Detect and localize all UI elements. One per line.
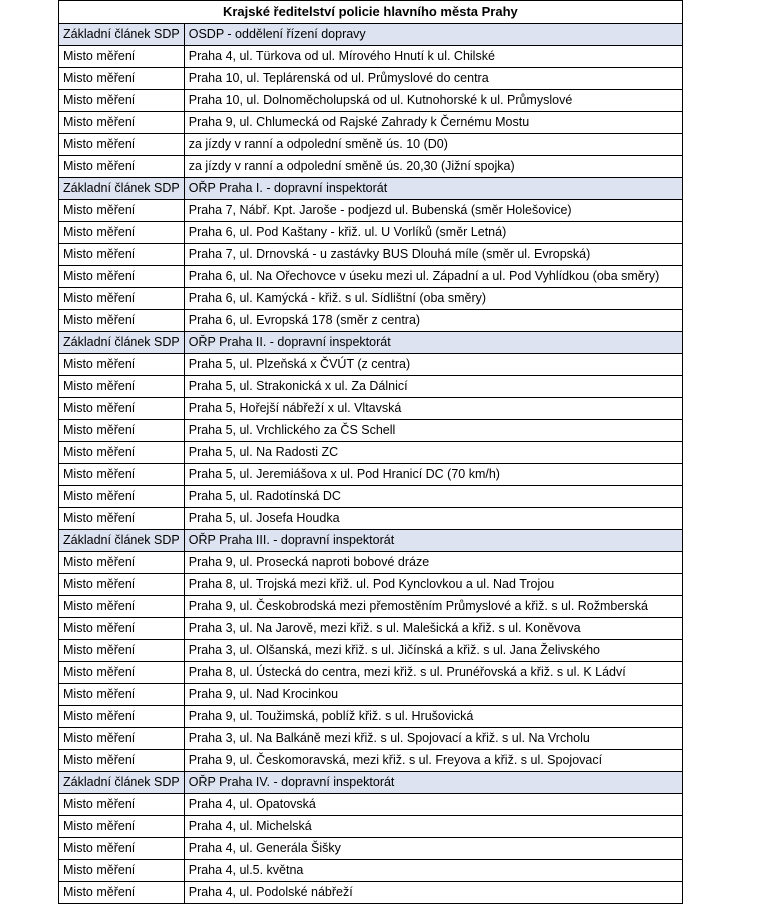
table-row [59,882,683,904]
title-row [59,1,683,24]
site-location-cell: Praha 4, ul. Podolské nábřeží [184,882,682,904]
site-location-cell: Praha 5, ul. Plzeňská x ČVÚT (z centra) [184,354,682,376]
site-type-cell: Misto měření [59,486,185,508]
site-type-cell: Misto měření [59,618,185,640]
site-type-cell: Misto měření [59,354,185,376]
site-location-cell: Praha 7, Nábř. Kpt. Jaroše - podjezd ul. Bubenská (směr Holešovice) [184,200,682,222]
table-row [59,618,683,640]
site-type-cell: Misto měření [59,376,185,398]
site-type-cell: Misto měření [59,574,185,596]
site-location-cell: Praha 7, ul. Drnovská - u zastávky BUS Dlouhá míle (směr ul. Evropská) [184,244,682,266]
table-row [59,244,683,266]
section-unit-cell: OŘP Praha III. - dopravní inspektorát [184,530,682,552]
site-type-cell: Misto měření [59,750,185,772]
site-location-cell: Praha 6, ul. Kamýcká - křiž. s ul. Sídlištní (oba směry) [184,288,682,310]
table-row [59,266,683,288]
site-type-cell: Misto měření [59,200,185,222]
table-row [59,684,683,706]
site-type-cell: Misto měření [59,882,185,904]
site-location-cell: Praha 6, ul. Evropská 178 (směr z centra) [184,310,682,332]
site-location-cell: za jízdy v ranní a odpolední směně ús. 20,30 (Jižní spojka) [184,156,682,178]
site-type-cell: Misto měření [59,134,185,156]
section-header-row [59,530,683,552]
table-row [59,552,683,574]
table-row [59,838,683,860]
site-type-cell: Misto měření [59,816,185,838]
table-row [59,200,683,222]
site-type-cell: Misto měření [59,728,185,750]
table-row [59,464,683,486]
site-type-cell: Misto měření [59,46,185,68]
table-row [59,860,683,882]
table-row [59,398,683,420]
site-location-cell: Praha 6, ul. Na Ořechovce v úseku mezi ul. Západní a ul. Pod Vyhlídkou (oba směry) [184,266,682,288]
site-type-cell: Misto měření [59,310,185,332]
site-location-cell: Praha 10, ul. Teplárenská od ul. Průmyslové do centra [184,68,682,90]
section-header-row [59,24,683,46]
site-type-cell: Misto měření [59,838,185,860]
section-label-cell: Základní článek SDP [59,178,185,200]
site-type-cell: Misto měření [59,794,185,816]
table-row [59,442,683,464]
section-header-row [59,332,683,354]
site-location-cell: Praha 3, ul. Na Jarově, mezi křiž. s ul. Malešická a křiž. s ul. Koněvova [184,618,682,640]
section-label-cell: Základní článek SDP [59,332,185,354]
section-header-row [59,178,683,200]
site-location-cell: Praha 9, ul. Nad Krocinkou [184,684,682,706]
site-location-cell: Praha 4, ul. Opatovská [184,794,682,816]
table-row [59,420,683,442]
table-row [59,728,683,750]
site-type-cell: Misto měření [59,112,185,134]
table-row [59,486,683,508]
site-location-cell: Praha 5, ul. Vrchlického za ČS Schell [184,420,682,442]
section-unit-cell: OŘP Praha II. - dopravní inspektorát [184,332,682,354]
site-location-cell: Praha 4, ul. Generála Šišky [184,838,682,860]
section-unit-cell: OŘP Praha IV. - dopravní inspektorát [184,772,682,794]
table-row [59,750,683,772]
site-location-cell: Praha 9, ul. Chlumecká od Rajské Zahrady k Černému Mostu [184,112,682,134]
table-row [59,794,683,816]
table-row [59,816,683,838]
site-type-cell: Misto měření [59,640,185,662]
table-row [59,706,683,728]
site-type-cell: Misto měření [59,420,185,442]
site-location-cell: Praha 3, ul. Na Balkáně mezi křiž. s ul. Spojovací a křiž. s ul. Na Vrcholu [184,728,682,750]
site-location-cell: Praha 8, ul. Ústecká do centra, mezi křiž. s ul. Prunéřovská a křiž. s ul. K Ládví [184,662,682,684]
site-type-cell: Misto měření [59,68,185,90]
table-row [59,222,683,244]
site-type-cell: Misto měření [59,442,185,464]
table-row [59,574,683,596]
section-header-row [59,772,683,794]
site-location-cell: Praha 9, ul. Českomoravská, mezi křiž. s ul. Freyova a křiž. s ul. Spojovací [184,750,682,772]
site-type-cell: Misto měření [59,90,185,112]
site-type-cell: Misto měření [59,244,185,266]
table-row [59,112,683,134]
site-type-cell: Misto měření [59,508,185,530]
section-label-cell: Základní článek SDP [59,24,185,46]
table-row [59,662,683,684]
site-type-cell: Misto měření [59,288,185,310]
site-location-cell: Praha 5, ul. Na Radosti ZC [184,442,682,464]
site-location-cell: Praha 9, ul. Českobrodská mezi přemostěním Průmyslové a křiž. s ul. Rožmberská [184,596,682,618]
site-location-cell: Praha 9, ul. Toužimská, poblíž křiž. s ul. Hrušovická [184,706,682,728]
table-title: Krajské ředitelství policie hlavního města Prahy [59,1,683,24]
section-unit-cell: OŘP Praha I. - dopravní inspektorát [184,178,682,200]
table-row [59,46,683,68]
site-location-cell: Praha 10, ul. Dolnoměcholupská od ul. Kutnohorské k ul. Průmyslové [184,90,682,112]
site-type-cell: Misto měření [59,156,185,178]
site-location-cell: Praha 4, ul. Türkova od ul. Mírového Hnutí k ul. Chilské [184,46,682,68]
site-location-cell: Praha 4, ul.5. května [184,860,682,882]
section-unit-cell: OSDP - oddělení řízení dopravy [184,24,682,46]
site-type-cell: Misto měření [59,222,185,244]
site-location-cell: Praha 4, ul. Michelská [184,816,682,838]
site-location-cell: Praha 5, ul. Jeremiášova x ul. Pod Hranicí DC (70 km/h) [184,464,682,486]
site-type-cell: Misto měření [59,266,185,288]
site-type-cell: Misto měření [59,596,185,618]
site-location-cell: Praha 3, ul. Olšanská, mezi křiž. s ul. Jičínská a křiž. s ul. Jana Želivského [184,640,682,662]
table-row [59,354,683,376]
table-row [59,156,683,178]
table-row [59,90,683,112]
site-location-cell: Praha 5, ul. Radotínská DC [184,486,682,508]
site-location-cell: Praha 9, ul. Prosecká naproti bobové dráze [184,552,682,574]
site-type-cell: Misto měření [59,398,185,420]
site-location-cell: Praha 8, ul. Trojská mezi křiž. ul. Pod Kynclovkou a ul. Nad Trojou [184,574,682,596]
table-row [59,640,683,662]
table-row [59,596,683,618]
table-row [59,288,683,310]
site-type-cell: Misto měření [59,706,185,728]
section-label-cell: Základní článek SDP [59,530,185,552]
site-type-cell: Misto měření [59,684,185,706]
table-row [59,310,683,332]
table-row [59,134,683,156]
site-type-cell: Misto měření [59,662,185,684]
site-type-cell: Misto měření [59,464,185,486]
site-location-cell: za jízdy v ranní a odpolední směně ús. 10 (D0) [184,134,682,156]
site-type-cell: Misto měření [59,552,185,574]
table-row [59,68,683,90]
table-body [59,1,683,904]
site-type-cell: Misto měření [59,860,185,882]
measurement-sites-table [58,0,683,904]
table-row [59,508,683,530]
site-location-cell: Praha 5, ul. Josefa Houdka [184,508,682,530]
site-location-cell: Praha 5, Hořejší nábřeží x ul. Vltavská [184,398,682,420]
table-row [59,376,683,398]
site-location-cell: Praha 5, ul. Strakonická x ul. Za Dálnicí [184,376,682,398]
section-label-cell: Základní článek SDP [59,772,185,794]
site-location-cell: Praha 6, ul. Pod Kaštany - křiž. ul. U Vorlíků (směr Letná) [184,222,682,244]
